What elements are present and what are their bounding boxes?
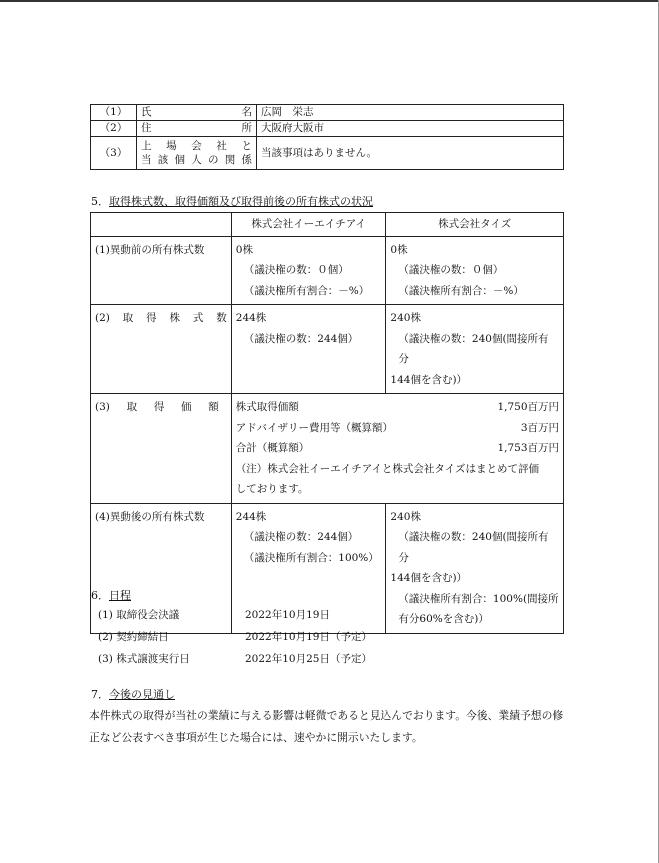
label-char: 会	[191, 140, 202, 152]
table-row	[91, 137, 564, 170]
cell	[386, 236, 564, 305]
row-label	[91, 236, 232, 305]
cell-line: 244株	[235, 312, 267, 324]
cell-line: 244株	[235, 510, 267, 523]
schedule-date: 2022年10月25日（予定）	[245, 653, 372, 665]
cost-note: （注）株式会社イーエイチアイと株式会社タイズはまとめて評価	[235, 462, 540, 475]
label-char: 該	[157, 154, 169, 166]
table-row	[91, 121, 564, 137]
cell	[386, 305, 564, 394]
label-char: (3)	[95, 401, 110, 413]
section-7-heading	[91, 686, 175, 702]
label-char: 価	[181, 401, 192, 413]
table-row	[91, 394, 564, 504]
cost-name: 株式取得価額	[235, 401, 299, 413]
header-empty	[91, 213, 232, 237]
row-label	[91, 305, 232, 394]
section-title: 取得株式数、取得価額及び取得前後の所有株式の状況	[109, 195, 373, 208]
section-6-heading	[91, 587, 131, 603]
cost-name: 合計（概算額）	[235, 442, 310, 454]
table-row	[91, 105, 564, 121]
cell-line: （議決権の数：０個）	[398, 264, 504, 276]
row-label-text: (4)異動後の所有株式数	[95, 510, 205, 523]
schedule-date: 2022年10月19日（予定）	[245, 631, 372, 643]
cell-line: （議決権所有割合：100%(間接所	[398, 592, 559, 605]
cost-amount: 1,753百万円	[497, 442, 559, 454]
header-company-1: 株式会社イーエイチアイ	[231, 213, 386, 237]
cell-line: 0株	[390, 243, 408, 256]
label-char: 個	[174, 154, 185, 166]
cell-line: （議決権の数：０個）	[243, 264, 349, 276]
label-char: 係	[241, 154, 252, 166]
label-char: 場	[166, 140, 177, 152]
row-label-text	[95, 397, 227, 418]
label-char: 額	[208, 401, 219, 413]
cell	[386, 503, 564, 633]
label-char: 関	[224, 154, 236, 166]
label-char: 取	[122, 312, 134, 324]
list-item	[98, 650, 372, 672]
cost-name: アドバイザリー費用等（概算額）	[235, 421, 394, 434]
row-label	[141, 121, 252, 136]
table-header-row	[91, 213, 564, 237]
label-char: 上	[141, 140, 152, 152]
label-char: 数	[216, 312, 227, 324]
table-row	[91, 305, 564, 394]
header-company-2: 株式会社タイズ	[386, 213, 564, 237]
label-char: 得	[146, 312, 157, 324]
row-number: （1）	[91, 105, 137, 121]
label-char: 所	[241, 122, 252, 134]
label-char: 取	[126, 401, 138, 413]
section-5-heading	[91, 193, 373, 209]
list-item	[98, 628, 372, 650]
section-number: 5．	[91, 195, 109, 208]
label-char: と	[241, 140, 252, 152]
row-label-text	[95, 308, 227, 329]
row-number: （3）	[91, 137, 137, 170]
section-number: 6．	[91, 589, 109, 602]
label-char: (2)	[95, 312, 110, 324]
cost-row	[236, 397, 559, 418]
cost-cell	[231, 394, 563, 504]
outlook-paragraph: 本件株式の取得が当社の業績に与える影響は軽微であると見込んでおります。今後、業績予想の修正など公表すべき事項が生じた場合には、速やかに開示いたします。	[89, 709, 564, 744]
label-char: 得	[153, 401, 165, 413]
label-char: 当	[141, 154, 152, 166]
row-label-cell	[137, 105, 257, 121]
schedule-label: (3) 株式譲渡実行日	[98, 653, 190, 665]
label-char: 人	[191, 154, 202, 166]
cell-line: 0株	[235, 243, 253, 256]
cost-amount: 3百万円	[520, 421, 559, 434]
cell-line: （議決権所有割合：100%）	[243, 551, 379, 564]
row-label-cell	[137, 121, 257, 137]
cell	[231, 236, 386, 305]
section-title: 日程	[109, 589, 131, 602]
label-char: 氏	[141, 106, 152, 118]
section-title: 今後の見通し	[109, 688, 175, 701]
party-table	[90, 104, 564, 170]
cell-line: 240株	[390, 510, 421, 523]
schedule-list	[98, 606, 372, 672]
label-char: 住	[141, 122, 152, 134]
row-value: 当該事項はありません。	[257, 137, 564, 170]
cell-line: （議決権の数：244個）	[243, 332, 359, 345]
cell-line: （議決権の数：240個(間接所有分	[398, 332, 549, 365]
row-label	[141, 105, 252, 120]
label-char: 株	[169, 312, 180, 324]
schedule-date: 2022年10月19日	[245, 609, 330, 621]
cell-line: （議決権所有割合：－%）	[243, 284, 370, 297]
label-char: 社	[216, 140, 227, 152]
row-number: （2）	[91, 121, 137, 137]
label-line	[141, 153, 252, 167]
table-row	[91, 236, 564, 305]
cell-line: 有分60%を含む)）	[398, 613, 489, 625]
cell-line: （議決権の数：240個(間接所有分	[398, 531, 549, 564]
cell-line: 144個を含む)）	[390, 572, 468, 584]
cost-row	[236, 418, 559, 439]
cell-line: 144個を含む)）	[390, 373, 468, 386]
top-border	[0, 0, 659, 2]
label-char: 名	[241, 106, 252, 118]
row-value: 大阪府大阪市	[257, 121, 564, 137]
cost-row	[236, 438, 559, 459]
cell	[231, 305, 386, 394]
cell-line: 240株	[390, 312, 421, 324]
row-label-text: (1)異動前の所有株式数	[95, 243, 205, 256]
cell-line: （議決権所有割合：－%）	[398, 284, 524, 297]
list-item	[98, 606, 372, 628]
label-char: の	[208, 154, 219, 166]
row-label-cell	[137, 137, 257, 170]
cost-note: しております。	[235, 483, 309, 495]
row-value: 広岡 栄志	[257, 105, 564, 121]
cell-line: （議決権の数：244個）	[243, 531, 359, 543]
row-label	[141, 139, 252, 167]
cost-amount: 1,750百万円	[497, 401, 559, 413]
row-label	[91, 394, 232, 504]
schedule-label: (1) 取締役会決議	[98, 609, 180, 621]
shares-table	[90, 212, 564, 634]
label-char: 式	[192, 312, 204, 324]
label-line	[141, 139, 252, 153]
section-number: 7．	[91, 688, 109, 701]
schedule-label: (2) 契約締結日	[98, 631, 169, 643]
